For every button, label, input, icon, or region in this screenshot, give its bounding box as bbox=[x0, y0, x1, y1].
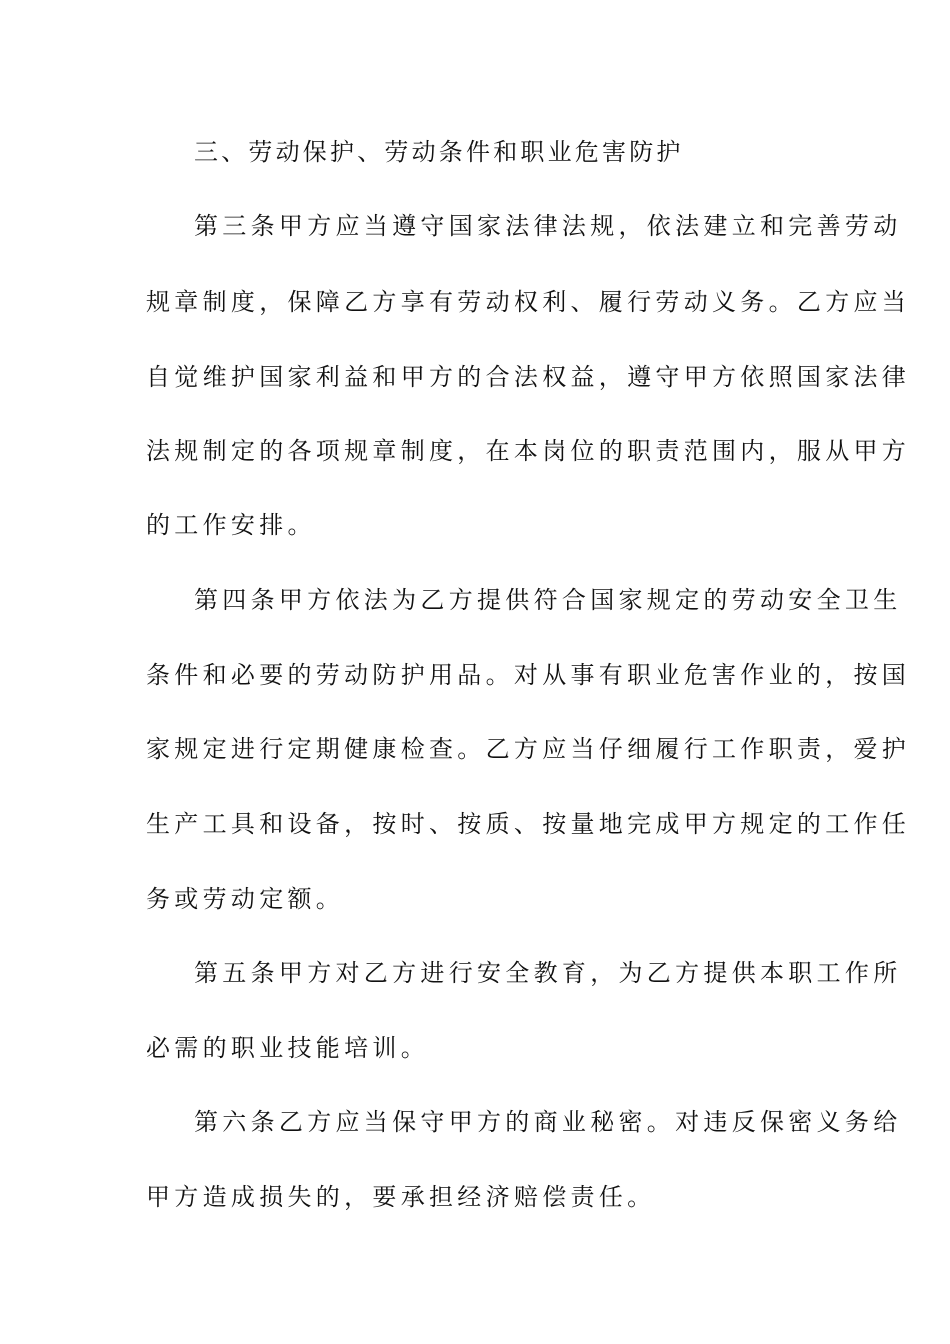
article-4-line-3: 家规定进行定期健康检查。乙方应当仔细履行工作职责，爱护 bbox=[146, 735, 911, 763]
article-3-line-3: 自觉维护国家利益和甲方的合法权益，遵守甲方依照国家法律 bbox=[146, 363, 911, 391]
article-3-line-5: 的工作安排。 bbox=[146, 511, 316, 539]
section-heading: 三、劳动保护、劳动条件和职业危害防护 bbox=[194, 138, 684, 166]
article-4-line-1: 第四条甲方依法为乙方提供符合国家规定的劳动安全卫生 bbox=[194, 586, 902, 614]
article-3-line-4: 法规制定的各项规章制度，在本岗位的职责范围内，服从甲方 bbox=[146, 437, 911, 465]
article-4-line-2: 条件和必要的劳动防护用品。对从事有职业危害作业的，按国 bbox=[146, 661, 911, 689]
article-6-line-2: 甲方造成损失的，要承担经济赔偿责任。 bbox=[146, 1183, 656, 1211]
article-5-line-2: 必需的职业技能培训。 bbox=[146, 1034, 429, 1062]
article-6-line-1: 第六条乙方应当保守甲方的商业秘密。对违反保密义务给 bbox=[194, 1108, 902, 1136]
article-3-line-1: 第三条甲方应当遵守国家法律法规，依法建立和完善劳动 bbox=[194, 212, 902, 240]
article-4-line-4: 生产工具和设备，按时、按质、按量地完成甲方规定的工作任 bbox=[146, 810, 911, 838]
article-4-line-5: 务或劳动定额。 bbox=[146, 885, 345, 913]
article-3-line-2: 规章制度，保障乙方享有劳动权利、履行劳动义务。乙方应当 bbox=[146, 288, 911, 316]
article-5-line-1: 第五条甲方对乙方进行安全教育，为乙方提供本职工作所 bbox=[194, 959, 902, 987]
